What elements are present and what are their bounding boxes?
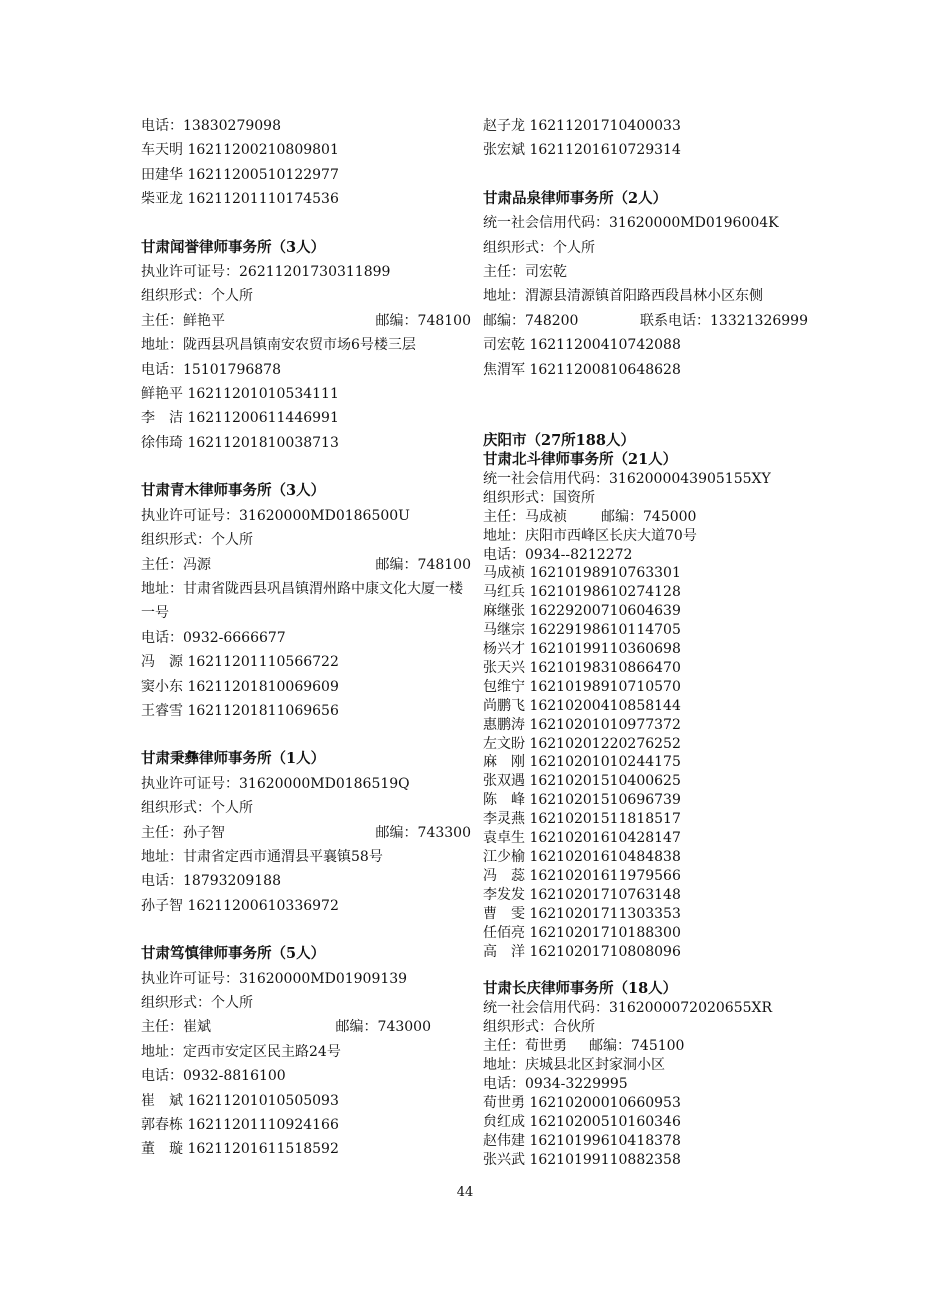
firm-header: 甘肃品泉律师事务所（2人） <box>483 189 668 207</box>
left-column <box>141 114 471 1162</box>
org-form: 组织形式：个人所 <box>483 239 595 256</box>
org-form: 组织形式：国资所 <box>483 489 595 506</box>
member-entry: 李 洁 16211200611446991 <box>141 410 339 427</box>
firm-header: 甘肃秉彝律师事务所（1人） <box>141 750 326 768</box>
member-entry: 李发发 16210201710763148 <box>483 886 681 903</box>
postcode: 邮编：748200 <box>483 312 579 329</box>
director-postcode-row <box>141 553 471 577</box>
credit-code: 统一社会信用代码：3162000043905155XY <box>483 470 771 487</box>
phone: 电话：0932-6666677 <box>141 629 286 646</box>
director-postcode-row <box>141 1015 431 1039</box>
member-entry: 冯 源 16211201110566722 <box>141 654 339 671</box>
phone: 电话：0934--8212272 <box>483 546 633 563</box>
right-dense-section <box>483 432 808 1169</box>
postcode: 邮编：743000 <box>335 1019 431 1036</box>
member-entry: 李灵燕 16210201511818517 <box>483 811 681 828</box>
member-entry: 张天兴 16210198310866470 <box>483 659 681 676</box>
member-entry: 马继宗 16229198610114705 <box>483 622 681 639</box>
director: 主任：马成祯 <box>483 508 567 525</box>
member-entry: 司宏乾 16211200410742088 <box>483 337 681 354</box>
postcode: 邮编：745000 <box>601 508 697 525</box>
member-entry: 孙子智 16211200610336972 <box>141 897 339 914</box>
member-entry: 马红兵 16210198610274128 <box>483 584 681 601</box>
firm-block-dushen <box>141 942 471 1162</box>
member-entry: 杨兴才 16210199110360698 <box>483 641 681 658</box>
address: 地址：甘肃省定西市通渭县平襄镇58号 <box>141 848 383 865</box>
credit-code: 统一社会信用代码：3162000072020655XR <box>483 1000 773 1017</box>
postcode-phone-row <box>483 309 808 333</box>
director: 主任：司宏乾 <box>483 264 567 281</box>
director: 主任：鲜艳平 <box>141 312 225 329</box>
member-entry: 董 璇 16211201611518592 <box>141 1141 339 1158</box>
member-entry: 赵伟建 16210199610418378 <box>483 1132 681 1149</box>
member-entry: 张兴武 16210199110882358 <box>483 1151 681 1168</box>
firm-header: 甘肃长庆律师事务所（18人） <box>483 980 678 998</box>
org-form: 组织形式：个人所 <box>141 288 253 305</box>
postcode: 邮编：743300 <box>375 824 471 841</box>
member-entry: 江少榆 16210201610484838 <box>483 849 681 865</box>
license-number: 执业许可证号：26211201730311899 <box>141 264 391 281</box>
member-list <box>483 564 808 961</box>
member-entry: 陈 峰 16210201510696739 <box>483 792 681 809</box>
postcode: 邮编：745100 <box>589 1038 685 1055</box>
address: 地址：定西市安定区民主路24号 <box>141 1043 341 1060</box>
member-entry: 贠红成 16210200510160346 <box>483 1113 681 1130</box>
city-header: 庆阳市（27所188人） <box>483 432 635 450</box>
address: 地址：渭源县清源镇首阳路西段昌林小区东侧 <box>483 288 763 305</box>
firm-block-wenyu <box>141 236 471 456</box>
license-number: 执业许可证号：31620000MD0186519Q <box>141 775 410 792</box>
firm-block-bingyi <box>141 747 471 918</box>
firm-header: 甘肃闻誉律师事务所（3人） <box>141 238 326 256</box>
address: 地址：庆阳市西峰区长庆大道70号 <box>483 527 697 544</box>
phone: 电话：0932-8816100 <box>141 1068 286 1085</box>
member-entry: 柴亚龙 16211201110174536 <box>141 191 339 208</box>
firm-header: 甘肃笃慎律师事务所（5人） <box>141 945 326 963</box>
member-entry: 尚鹏飞 16210200410858144 <box>483 697 681 714</box>
member-entry: 高 洋 16210201710808096 <box>483 943 681 960</box>
text-line: 电话：13830279098 <box>141 118 281 134</box>
member-entry: 田建华 16211200510122977 <box>141 166 339 183</box>
phone: 电话：0934-3229995 <box>483 1075 628 1092</box>
director-postcode-row <box>483 1037 808 1056</box>
member-entry: 包维宁 16210198910710570 <box>483 678 681 695</box>
credit-code: 统一社会信用代码：31620000MD0196004K <box>483 215 779 232</box>
contact-phone: 联系电话：13321326999 <box>640 312 808 329</box>
member-entry: 徐伟琦 16211201810038713 <box>141 434 339 451</box>
firm-block-qingmu <box>141 479 471 723</box>
member-entry: 冯 蕊 16210201611979566 <box>483 867 681 884</box>
address: 地址：庆城县北区封家洞小区 <box>483 1057 665 1074</box>
member-entry: 荀世勇 16210200010660953 <box>483 1094 681 1111</box>
member-entry: 郭春栋 16211201110924166 <box>141 1117 339 1134</box>
director-postcode-row <box>141 821 471 845</box>
firm-block-beidou <box>483 451 808 961</box>
right-top-section <box>483 114 808 382</box>
director-postcode-row <box>483 508 808 527</box>
member-entry: 张双遇 16210201510400625 <box>483 773 681 790</box>
director: 主任：冯源 <box>141 556 211 573</box>
member-entry: 曹 雯 16210201711303353 <box>483 905 681 922</box>
member-entry: 王睿雪 16211201811069656 <box>141 702 339 719</box>
license-number: 执业许可证号：31620000MD01909139 <box>141 970 408 987</box>
address: 地址：陇西县巩昌镇南安农贸市场6号楼三层 <box>141 337 416 354</box>
org-form: 组织形式：个人所 <box>141 532 253 549</box>
director-postcode-row <box>141 309 471 333</box>
member-entry: 袁卓生 16210201610428147 <box>483 830 681 847</box>
firm-block-pinquan <box>483 187 808 382</box>
member-entry: 左文盼 16210201220276252 <box>483 735 681 752</box>
director: 主任：崔斌 <box>141 1019 211 1036</box>
firm-header: 甘肃北斗律师事务所（21人） <box>483 450 678 468</box>
right-column <box>483 114 808 1170</box>
member-entry: 麻继张 16229200710604639 <box>483 603 681 620</box>
member-entry: 任佰亮 16210201710188300 <box>483 924 681 941</box>
member-entry: 鲜艳平 16211201010534111 <box>141 386 339 403</box>
member-entry: 惠鹏涛 16210201010977372 <box>483 716 681 733</box>
firm-header: 甘肃青木律师事务所（3人） <box>141 482 326 500</box>
page-number: 44 <box>456 1185 474 1200</box>
member-entry: 车天明 16211200210809801 <box>141 142 339 159</box>
member-entry: 马成祯 16210198910763301 <box>483 565 681 582</box>
member-entry: 焦渭军 16211200810648628 <box>483 361 681 378</box>
phone: 电话：18793209188 <box>141 873 281 890</box>
director: 主任：荀世勇 <box>483 1038 567 1055</box>
firm-block-changqing <box>483 980 808 1169</box>
phone: 电话：15101796878 <box>141 361 281 378</box>
address: 地址：甘肃省陇西县巩昌镇渭州路中康文化大厦一楼一号 <box>141 580 463 622</box>
postcode: 邮编：748100 <box>375 556 471 573</box>
postcode: 邮编：748100 <box>375 312 471 329</box>
member-entry: 张宏斌 16211201610729314 <box>483 142 681 159</box>
member-entry: 赵子龙 16211201710400033 <box>483 118 681 134</box>
license-number: 执业许可证号：31620000MD0186500U <box>141 507 410 524</box>
member-entry: 崔 斌 16211201010505093 <box>141 1092 339 1109</box>
org-form: 组织形式：个人所 <box>141 995 253 1011</box>
org-form: 组织形式：个人所 <box>141 800 253 817</box>
org-form: 组织形式：合伙所 <box>483 1019 595 1036</box>
director: 主任：孙子智 <box>141 824 225 841</box>
member-entry: 麻 刚 16210201010244175 <box>483 754 681 771</box>
member-entry: 窦小东 16211201810069609 <box>141 678 339 695</box>
